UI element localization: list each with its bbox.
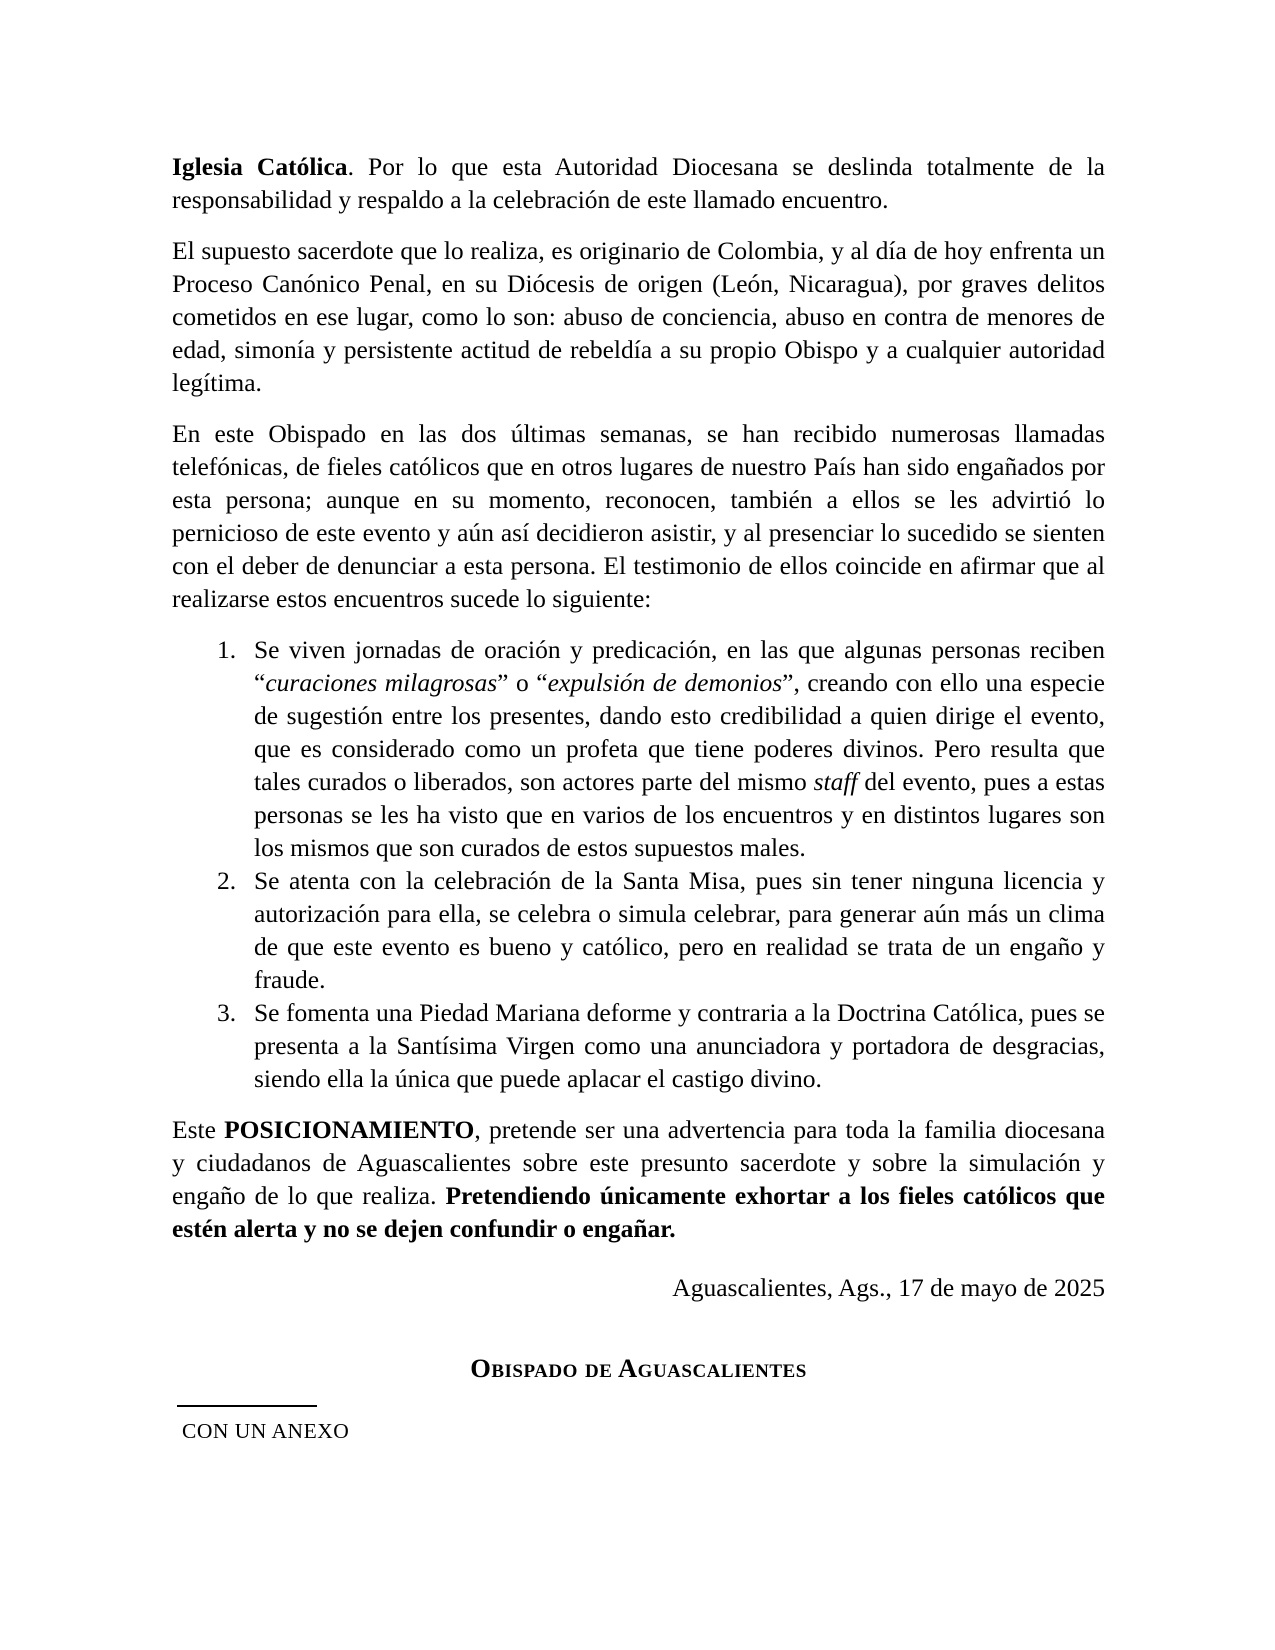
list-item-text: Se fomenta una Piedad Mariana deforme y contraria a la Doctrina Católica, pues se presenta a la Santísima Virgen como una anunciadora y portadora de desgracias, siendo ella la única que puede aplacar el castigo divino. xyxy=(254,998,1105,1093)
annex-note: CON UN ANEXO xyxy=(182,1419,350,1443)
list-item-text: Se atenta con la celebración de la Santa Misa, pues sin tener ninguna licencia y autorización para ella, se celebra o simula celebrar, para generar aún más un clima de que este evento es bueno y católico, pero en realidad se trata de un engaño y fraude. xyxy=(254,866,1105,994)
paragraph-closing-statement: Este POSICIONAMIENTO, pretende ser una advertencia para toda la familia diocesana y ciudadanos de Aguascalientes sobre este presunto sacerdote y sobre la simulación y engaño de lo que realiza. Pretendiendo únicamente exhortar a los fieles católicos que estén alerta y no se dejen confundir o engañar. xyxy=(172,1115,1106,1243)
paragraph-priest-background: El supuesto sacerdote que lo realiza, es originario de Colombia, y al día de hoy enfrenta un Proceso Canónico Penal, en su Diócesis de origen (León, Nicaragua), por graves delitos cometidos en ese lugar, como lo son: abuso de conciencia, abuso en contra de menores de edad, simonía y persistente actitud de rebeldía a su propio Obispo y a cualquier autoridad legítima. xyxy=(172,236,1105,397)
numbered-list xyxy=(172,633,1105,1095)
paragraph-testimonies: En este Obispado en las dos últimas semanas, se han recibido numerosas llamadas telefónicas, de fieles católicos que en otros lugares de nuestro País han sido engañados por esta persona; aunque en su momento, reconocen, también a ellos se les advirtió lo pernicioso de este evento y aún así decidieron asistir, y al presenciar lo sucedido se sienten con el deber de denunciar a esta persona. El testimonio de ellos coincide en afirmar que al realizarse estos encuentros sucede lo siguiente: xyxy=(172,419,1105,613)
signature-obispado: Obispado de Aguascalientes xyxy=(470,1353,807,1383)
list-item xyxy=(172,864,1105,996)
list-item-text: Se viven jornadas de oración y predicación, en las que algunas personas reciben “curaciones milagrosas” o “expulsión de demonios”, creando con ello una especie de sugestión entre los presentes, dando esto credibilidad a quien dirige el evento, que es considerado como un profeta que tiene poderes divinos. Pero resulta que tales curados o liberados, son actores parte del mismo staff del evento, pues a estas personas se les ha visto que en varios de los encuentros y en distintos lugares son los mismos que son curados de estos supuestos males. xyxy=(254,635,1106,862)
list-item-marker: 3. xyxy=(217,998,237,1027)
list-item xyxy=(172,996,1105,1095)
dateline: Aguascalientes, Ags., 17 de mayo de 2025 xyxy=(672,1273,1105,1302)
list-item-marker: 1. xyxy=(217,635,237,664)
list-item-marker: 2. xyxy=(217,866,237,895)
list-item xyxy=(172,633,1105,864)
paragraph-intro: Iglesia Católica. Por lo que esta Autoridad Diocesana se deslinda totalmente de la responsabilidad y respaldo a la celebración de este llamado encuentro. xyxy=(172,152,1105,214)
footnote-separator-line xyxy=(177,1405,317,1407)
footnote xyxy=(172,1405,1105,1444)
